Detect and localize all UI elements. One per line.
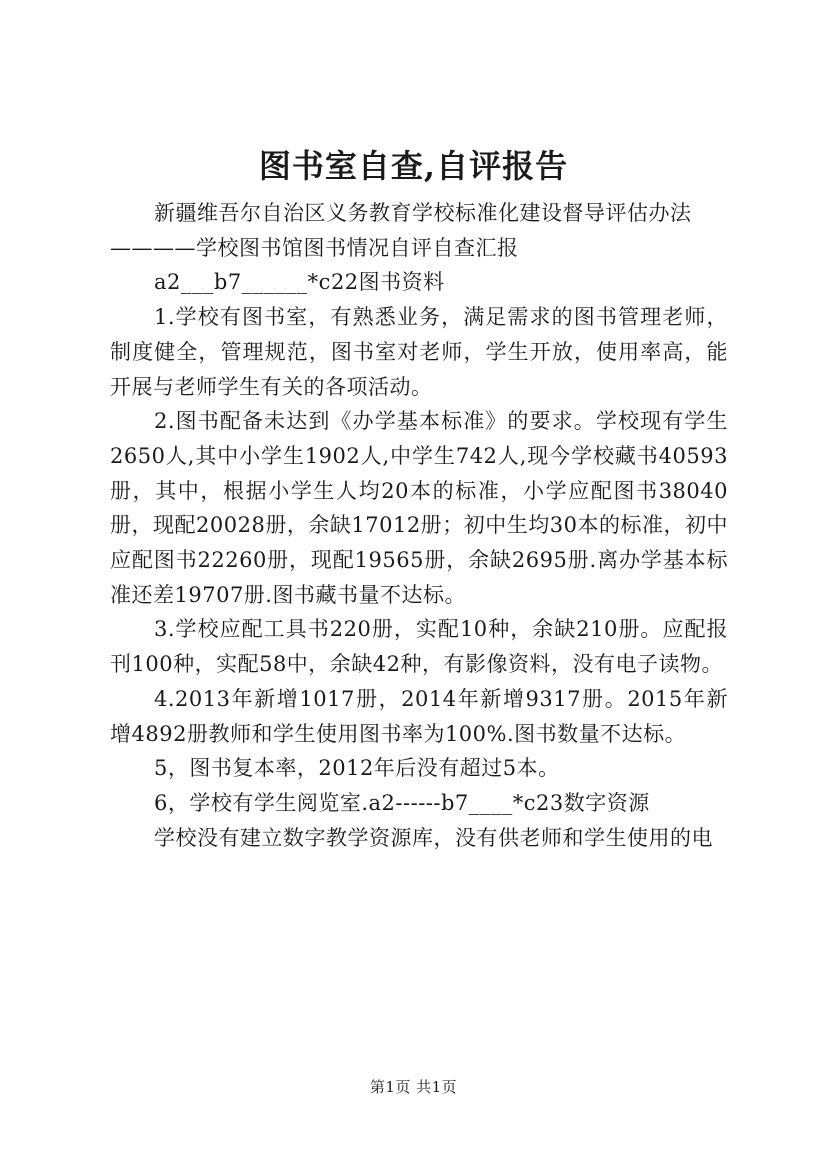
paragraph-heading-2: ————学校图书馆图书情况自评自查汇报 bbox=[110, 235, 519, 260]
paragraph-item-5: 5，图书复本率，2012年后没有超过5本。 bbox=[154, 756, 560, 781]
paragraph-digital-resources: 学校没有建立数字教学资源库，没有供老师和学生使用的电 bbox=[154, 825, 713, 850]
document-title: 图书室自查,自评报告 bbox=[258, 147, 569, 185]
paragraph-item-3: 3.学校应配工具书220册，实配10种，余缺210册。应配报刊100种，实配58中，余缺42种，有影像资料，没有电子读物。 bbox=[110, 617, 728, 677]
paragraph-item-1: 1.学校有图书室，有熟悉业务，满足需求的图书管理老师，制度健全，管理规范，图书室对老师，学生开放，使用率高，能开展与老师学生有关的各项活动。 bbox=[110, 305, 728, 399]
page-footer: 第1页 共1页 bbox=[369, 1078, 458, 1096]
paragraph-item-6: 6，学校有学生阅览室.a2------b7____*c23数字资源 bbox=[154, 790, 650, 815]
document-body bbox=[110, 196, 728, 855]
paragraph-item-2: 2.图书配备未达到《办学基本标准》的要求。学校现有学生2650人,其中小学生1902人,中学生742人,现今学校藏书40593册，其中，根据小学生人均20本的标准，小学应配图书38040册，现配20028册，余缺17012册；初中生均30本的标准，初中应配图书22260册，现配19565册，余缺2695册.离办学基本标准还差19707册.图书藏书量不达标。 bbox=[110, 409, 728, 607]
paragraph-heading-1: 新疆维吾尔自治区义务教育学校标准化建设督导评估办法 bbox=[154, 201, 692, 225]
paragraph-section-label: a2___b7______*c22图书资料 bbox=[154, 270, 445, 295]
paragraph-item-4: 4.2013年新增1017册，2014年新增9317册。2015年新增4892册教师和学生使用图书率为100%.图书数量不达标。 bbox=[110, 686, 728, 746]
